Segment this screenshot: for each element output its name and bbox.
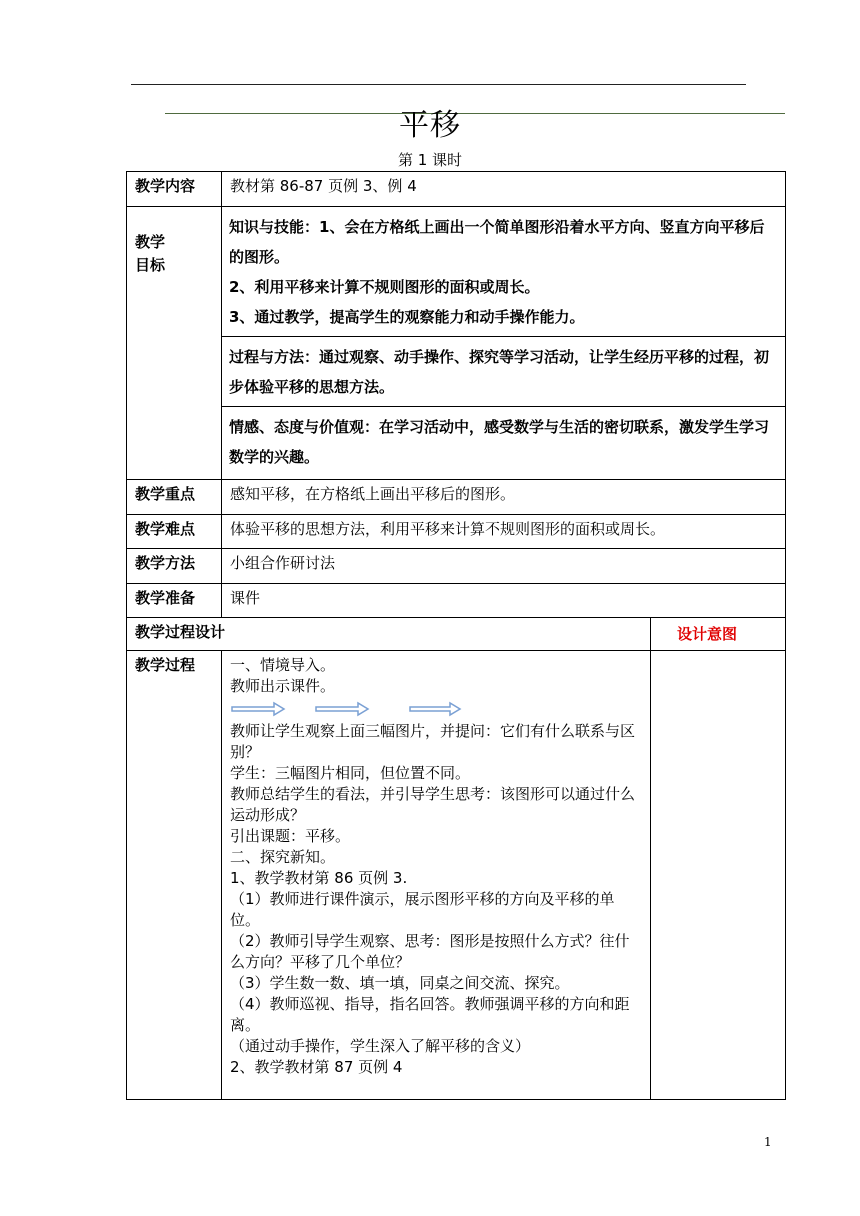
- goals-emotion: 情感、态度与价值观：在学习活动中，感受数学与生活的密切联系，激发学生学习数学的兴趣。: [222, 407, 786, 480]
- goal-line: 3、通过教学，提高学生的观察能力和动手操作能力。: [229, 308, 585, 326]
- row-content: [127, 172, 786, 207]
- row-method: [127, 549, 786, 584]
- process-line: （2）教师引导学生观察、思考：图形是按照什么方式？往什么方向？平移了几个单位？: [230, 932, 630, 971]
- process-line: 1、教学教材第 86 页例 3.: [230, 869, 408, 887]
- header-rule: [131, 84, 746, 85]
- process-line: 教师出示课件。: [230, 677, 336, 695]
- row-design-header: [127, 618, 786, 651]
- method-value: 小组合作研讨法: [222, 549, 786, 584]
- difficulty-label: 教学难点: [127, 515, 222, 549]
- row-prep: [127, 584, 786, 618]
- row-goals-3: [127, 407, 786, 480]
- content-value: 教材第 86-87 页例 3、例 4: [222, 172, 786, 207]
- process-line: （4）教师巡视、指导，指名回答。教师强调平移的方向和距离。: [230, 995, 630, 1034]
- goal-line: 2、利用平移来计算不规则图形的面积或周长。: [229, 278, 540, 296]
- goals-label-line1: 教学: [135, 233, 166, 251]
- prep-label: 教学准备: [127, 584, 222, 618]
- goals-label: [127, 207, 222, 480]
- goals-knowledge: [222, 207, 786, 337]
- process-content: [222, 651, 651, 1100]
- row-process: [127, 651, 786, 1100]
- method-label: 教学方法: [127, 549, 222, 584]
- process-line: （1）教师进行课件演示，展示图形平移的方向及平移的单位。: [230, 890, 615, 929]
- page-title: 平移: [399, 108, 461, 143]
- goals-process: 过程与方法：通过观察、动手操作、探究等学习活动，让学生经历平移的过程，初步体验平移的思想方法。: [222, 337, 786, 407]
- key-point-label: 教学重点: [127, 480, 222, 515]
- arrow-icon: [410, 703, 460, 715]
- goals-label-line2: 目标: [135, 256, 166, 274]
- page-number: 1: [764, 1135, 772, 1149]
- key-point-value: 感知平移，在方格纸上画出平移后的图形。: [222, 480, 786, 515]
- process-line: 教师让学生观察上面三幅图片，并提问：它们有什么联系与区别？: [230, 722, 636, 761]
- row-key-point: [127, 480, 786, 515]
- design-intent-header: 设计意图: [651, 618, 786, 651]
- process-intent: [651, 651, 786, 1100]
- design-header-label: 教学过程设计: [127, 618, 651, 651]
- content-label: 教学内容: [127, 172, 222, 207]
- process-line: 教师总结学生的看法，并引导学生思考：该图形可以通过什么运动形成？: [230, 785, 636, 824]
- lesson-subtitle: 第 1 课时: [397, 151, 463, 169]
- process-line: 二、探究新知。: [230, 848, 336, 866]
- process-line: 2、教学教材第 87 页例 4: [230, 1058, 403, 1076]
- process-line: （通过动手操作，学生深入了解平移的含义）: [230, 1037, 531, 1055]
- process-line: 学生：三幅图片相同，但位置不同。: [230, 764, 471, 782]
- row-goals-2: [127, 337, 786, 407]
- goal-line: 知识与技能：1、会在方格纸上画出一个简单图形沿着水平方向、竖直方向平移后的图形。: [229, 218, 765, 266]
- difficulty-value: 体验平移的思想方法，利用平移来计算不规则图形的面积或周长。: [222, 515, 786, 549]
- process-line: 引出课题：平移。: [230, 827, 351, 845]
- arrow-images: [230, 697, 644, 721]
- process-line: （3）学生数一数、填一填，同桌之间交流、探究。: [230, 974, 570, 992]
- row-difficulty: [127, 515, 786, 549]
- prep-value: 课件: [222, 584, 786, 618]
- arrow-icon: [316, 703, 368, 715]
- arrow-icon: [232, 703, 284, 715]
- lesson-plan-table: [126, 171, 786, 1100]
- process-line: 一、情境导入。: [230, 656, 336, 674]
- process-label: 教学过程: [127, 651, 222, 1100]
- row-goals-1: [127, 207, 786, 337]
